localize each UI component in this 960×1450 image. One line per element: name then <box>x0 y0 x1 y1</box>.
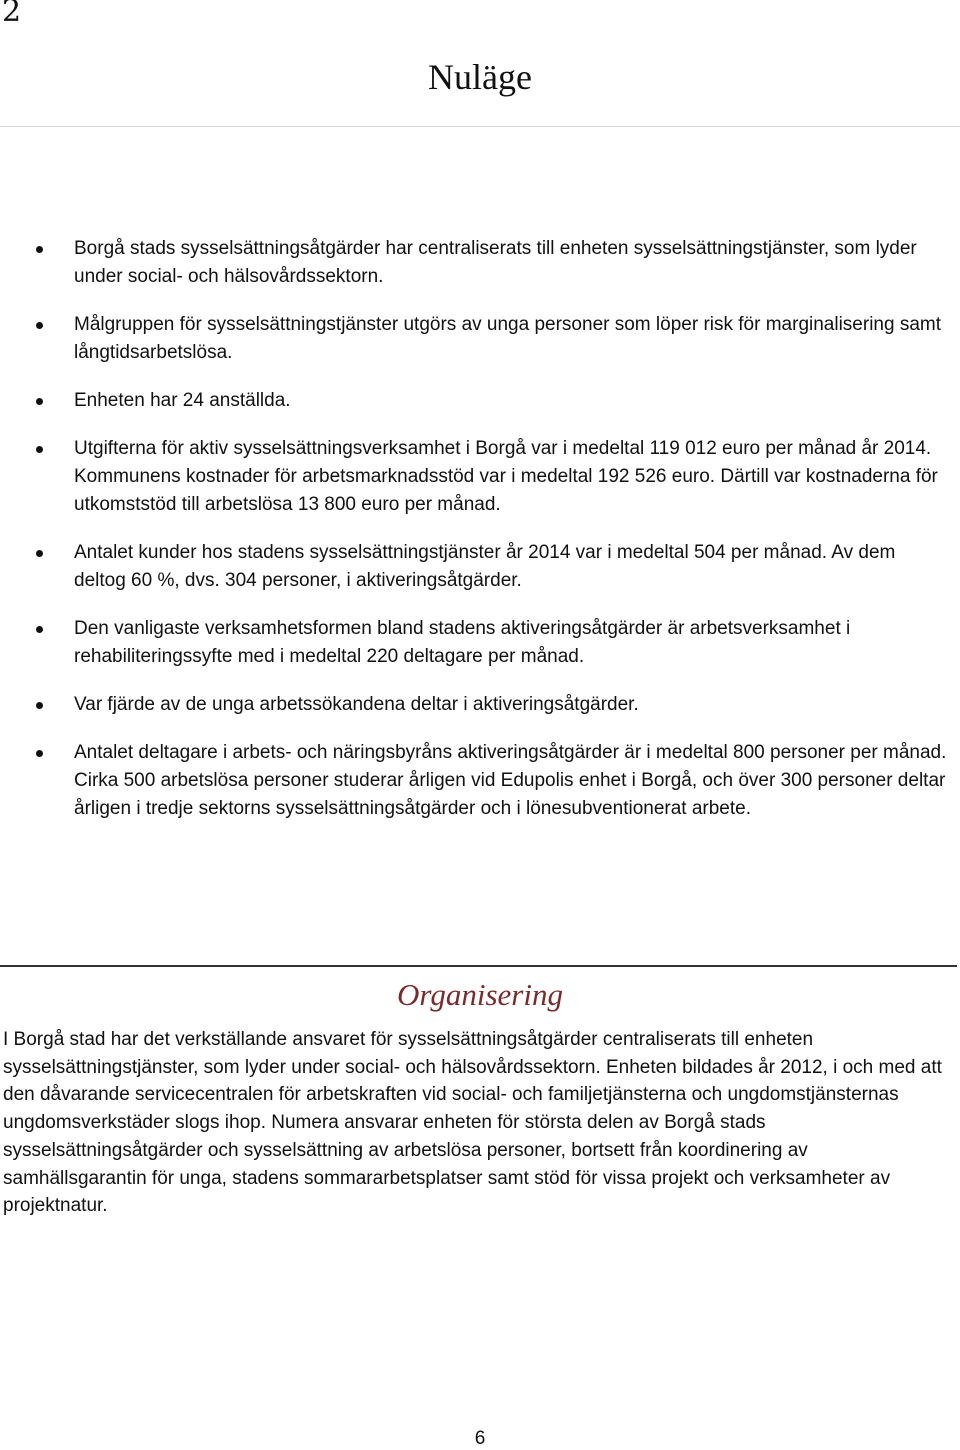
list-item <box>0 691 960 719</box>
list-item-text: Borgå stads sysselsättningsåtgärder har centraliserats till enheten sysselsättningstjänster, som lyder under social- och hälsovårdssektorn. <box>74 238 917 287</box>
page-title: Nuläge <box>428 57 532 97</box>
chapter-number: 2 <box>2 0 22 29</box>
bullet-icon <box>36 322 43 329</box>
bullet-icon <box>36 246 43 253</box>
list-item-text: Enheten har 24 anställda. <box>74 390 291 411</box>
list-item-text: Utgifterna för aktiv sysselsättningsverksamhet i Borgå var i medeltal 119 012 euro per månad år 2014. Kommunens kostnader för arbetsmarknadsstöd var i medeltal 192 526 euro. Därtill var kostnaderna för utkomststöd till arbetslösa 13 800 euro per månad. <box>74 438 938 515</box>
section-title: Organisering <box>397 977 563 1012</box>
bullet-icon <box>36 446 43 453</box>
list-item-text: Målgruppen för sysselsättningstjänster utgörs av unga personer som löper risk för marginalisering samt långtidsarbetslösa. <box>74 314 942 363</box>
list-item <box>0 615 960 671</box>
list-item-text: Antalet deltagare i arbets- och näringsbyråns aktiveringsåtgärder är i medeltal 800 personer per månad. Cirka 500 arbetslösa personer studerar årligen vid Edupolis enhet i Borgå, och över 300 personer deltar årligen i tredje sektorns sysselsättningsåtgärder och i lönesubventionerat arbete. <box>74 742 947 819</box>
bullet-list <box>0 235 960 843</box>
bullet-icon <box>36 702 43 709</box>
list-item-text: Antalet kunder hos stadens sysselsättningstjänster år 2014 var i medeltal 504 per månad. Av dem deltog 60 %, dvs. 304 personer, i aktiveringsåtgärder. <box>74 542 896 591</box>
page-number: 6 <box>474 1428 486 1449</box>
section-divider <box>0 965 957 967</box>
bullet-icon <box>36 550 43 557</box>
list-item <box>0 539 960 595</box>
title-divider <box>0 126 960 127</box>
bullet-icon <box>36 750 43 757</box>
list-item <box>0 435 960 519</box>
list-item <box>0 311 960 367</box>
list-item-text: Den vanligaste verksamhetsformen bland stadens aktiveringsåtgärder är arbetsverksamhet i rehabiliteringssyfte med i medeltal 220 deltagare per månad. <box>74 618 851 667</box>
bullet-icon <box>36 398 43 405</box>
bullet-icon <box>36 626 43 633</box>
list-item <box>0 387 960 415</box>
list-item <box>0 235 960 291</box>
list-item <box>0 739 960 823</box>
section-body: I Borgå stad har det verkställande ansvaret för sysselsättningsåtgärder centraliserats till enheten sysselsättningstjänster, som lyder under social- och hälsovårdssektorn. Enheten bildades år 2012, i och med att den dåvarande servicecentralen för arbetskraften vid social- och familjetjänsterna och ungdomstjänsternas ungdomsverkstäder slogs ihop. Numera ansvarar enheten för största delen av Borgå stads sysselsättningsåtgärder och sysselsättning av arbetslösa personer, bortsett från koordinering av samhällsgarantin för unga, stadens sommararbetsplatser samt stöd för vissa projekt och verksamheter av projektnatur. <box>3 1029 942 1217</box>
list-item-text: Var fjärde av de unga arbetssökandena deltar i aktiveringsåtgärder. <box>74 694 639 715</box>
